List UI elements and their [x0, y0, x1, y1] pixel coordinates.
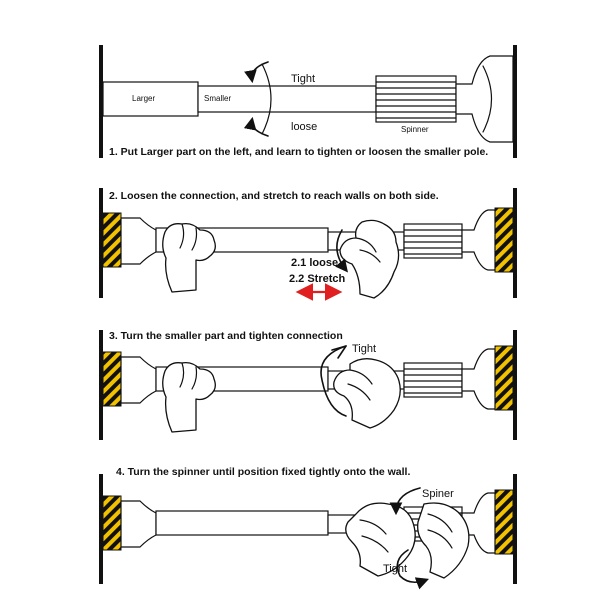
- left-cap: [121, 357, 156, 403]
- left-hazard-pad: [103, 496, 121, 550]
- right-hazard-pad: [495, 346, 513, 410]
- left-wall: [99, 474, 103, 584]
- loose-label: 2.1 loose: [291, 257, 339, 269]
- caption-2: 2. Loosen the connection, and stretch to reach walls on both side.: [109, 190, 439, 202]
- left-wall: [99, 188, 103, 298]
- spinner: [404, 363, 462, 397]
- right-cap: [462, 349, 495, 409]
- smaller-label: Smaller: [204, 94, 232, 103]
- tight-label: Tight: [291, 73, 316, 85]
- left-hand: [163, 224, 216, 292]
- left-wall: [99, 330, 103, 440]
- spinner: [376, 76, 456, 122]
- right-wall: [513, 330, 517, 440]
- right-cap: [462, 210, 495, 270]
- panel-1: [99, 45, 517, 158]
- right-hazard-pad: [495, 490, 513, 554]
- larger-tube: [156, 511, 328, 535]
- spinner-label: Spinner: [401, 125, 429, 134]
- spinner: [404, 224, 462, 258]
- left-cap: [121, 501, 156, 547]
- panel-3: [99, 330, 517, 440]
- larger-label: Larger: [132, 94, 156, 103]
- panel-2: [99, 188, 517, 298]
- right-hazard-pad: [495, 208, 513, 272]
- right-hand: [334, 359, 401, 428]
- left-hand: [163, 363, 216, 432]
- panel-4: [99, 466, 517, 584]
- left-cap: [121, 218, 156, 264]
- right-wall: [513, 188, 517, 298]
- left-hazard-pad: [103, 213, 121, 267]
- caption-1: 1. Put Larger part on the left, and learn to tighten or loosen the smaller pole.: [109, 146, 489, 158]
- caption-3: 3. Turn the smaller part and tighten connection: [109, 330, 343, 342]
- loose-label: loose: [291, 121, 318, 133]
- left-hazard-pad: [103, 352, 121, 406]
- stretch-label: 2.2 Stretch: [289, 273, 346, 285]
- tight-label: Tight: [352, 343, 377, 355]
- caption-4: 4. Turn the spinner until position fixed tightly onto the wall.: [116, 466, 411, 478]
- spinner-label: Spiner: [422, 488, 454, 500]
- right-wall: [513, 474, 517, 584]
- tight-label: Tight: [383, 563, 408, 575]
- loose-arrow: [252, 120, 268, 136]
